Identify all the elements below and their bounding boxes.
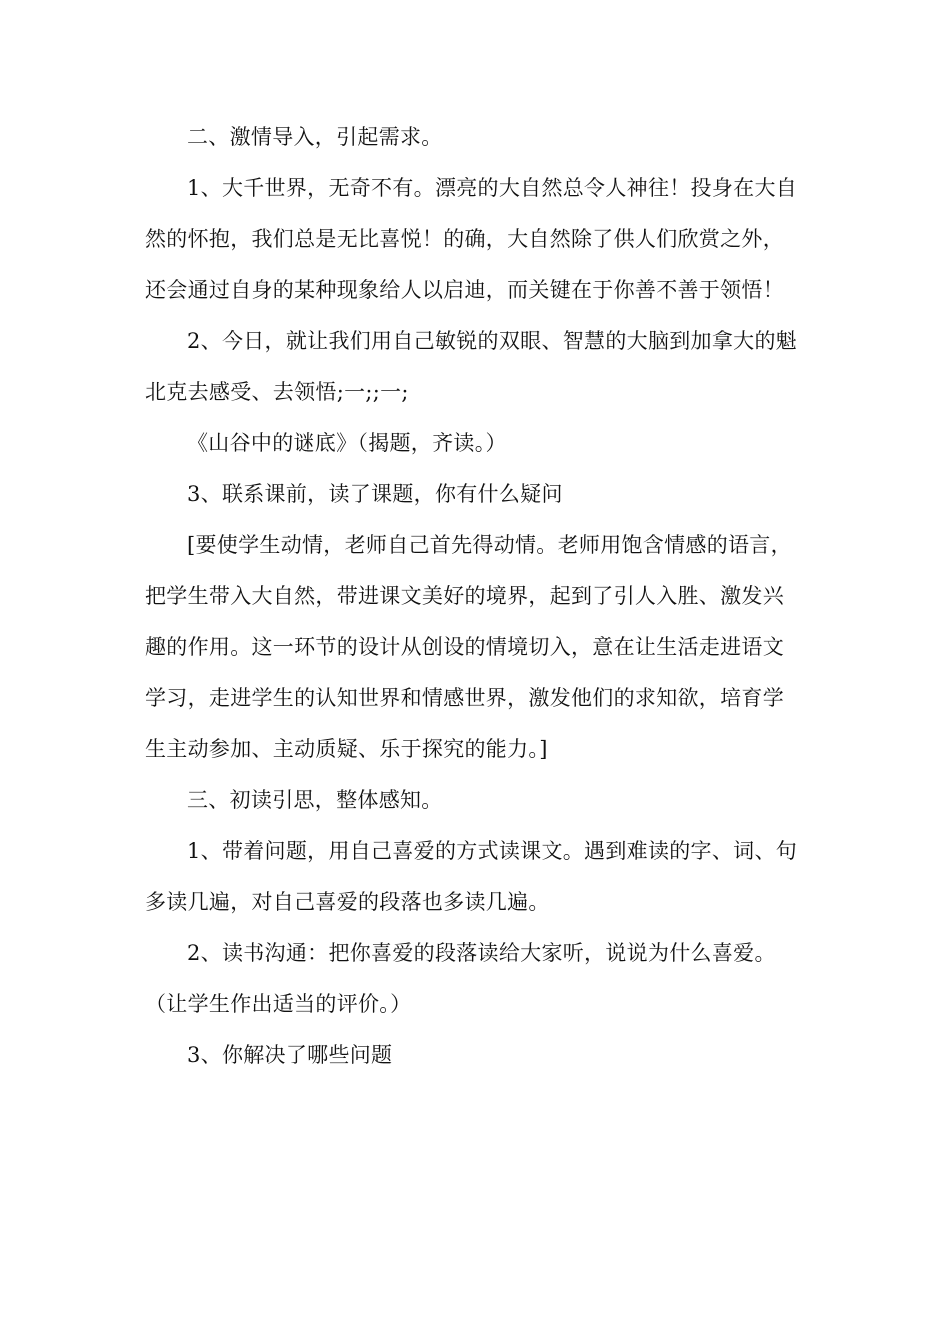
lesson-title-line: 《山谷中的谜底》（揭题，齐读。） xyxy=(187,431,507,455)
paragraph-item-3: 3、联系课前，读了课题，你有什么疑问 xyxy=(187,482,563,506)
heading-section-three: 三、初读引思，整体感知。 xyxy=(187,788,443,812)
heading-section-two: 二、激情导入，引起需求。 xyxy=(187,125,443,149)
teaching-note: [要使学生动情，老师自己首先得动情。老师用饱含情感的语言，把学生带入大自然，带进课文美好的境界，起到了引人入胜、激发兴趣的作用。这一环节的设计从创设的情境切入，意在让生活走进语文学习，走进学生的认知世界和情感世界，激发他们的求知欲，培育学生主动参加、主动质疑、乐于探究的能力。] xyxy=(145,533,792,761)
paragraph-item-2b: 2、读书沟通：把你喜爱的段落读给大家听，说说为什么喜爱。（让学生作出适当的评价。） xyxy=(145,941,776,1016)
paragraph-item-1: 1、大千世界，无奇不有。漂亮的大自然总令人神往！投身在大自然的怀抱，我们总是无比喜悦！的确，大自然除了供人们欣赏之外，还会通过自身的某种现象给人以启迪，而关键在于你善不善于领悟！ xyxy=(145,176,798,302)
document-body xyxy=(145,112,805,1081)
paragraph-item-3b: 3、你解决了哪些问题 xyxy=(187,1043,393,1067)
paragraph-item-1b: 1、带着问题，用自己喜爱的方式读课文。遇到难读的字、词、句多读几遍，对自己喜爱的段落也多读几遍。 xyxy=(145,839,798,914)
paragraph-item-2: 2、今日，就让我们用自己敏锐的双眼、智慧的大脑到加拿大的魁北克去感受、去领悟;一;;一; xyxy=(145,329,798,404)
